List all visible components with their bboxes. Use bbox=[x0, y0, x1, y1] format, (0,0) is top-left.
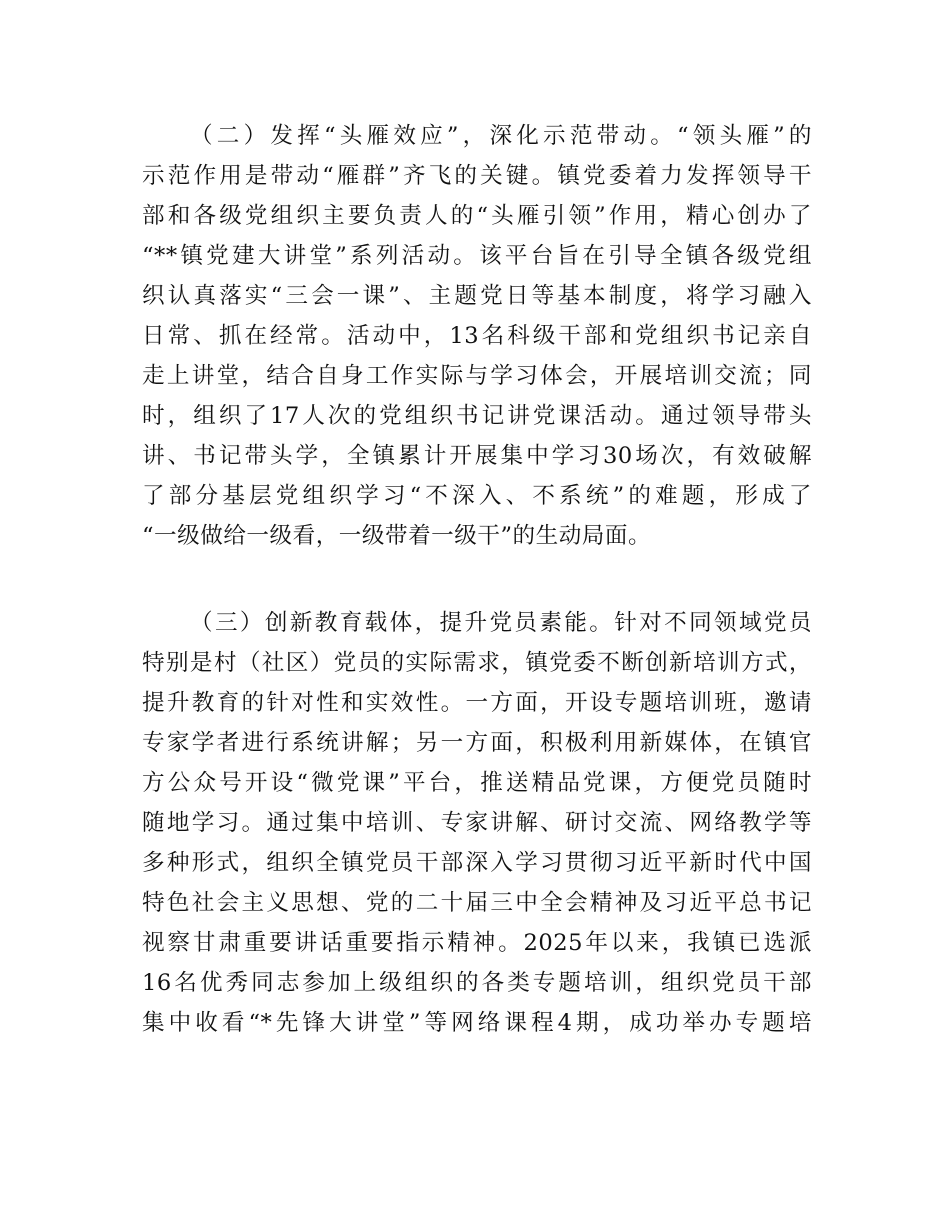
paragraph-line: 随地学习。通过集中培训、专家讲解、研讨交流、网络教学等 bbox=[142, 810, 812, 836]
paragraph-line: 视察甘肃重要讲话重要指示精神。2025年以来，我镇已选派 bbox=[142, 930, 812, 956]
paragraph-line: 讲、书记带头学，全镇累计开展集中学习30场次，有效破解 bbox=[142, 443, 812, 469]
paragraph-leading-geese-effect bbox=[142, 116, 812, 556]
paragraph-line: 特色社会主义思想、党的二十届三中全会精神及习近平总书记 bbox=[142, 890, 812, 916]
paragraph-line: 走上讲堂，结合自身工作实际与学习体会，开展培训交流；同 bbox=[142, 363, 812, 389]
paragraph-line: 部和各级党组织主要负责人的“头雁引领”作用，精心创办了 bbox=[142, 203, 812, 229]
paragraph-line: 织认真落实“三会一课”、主题党日等基本制度，将学习融入 bbox=[142, 283, 812, 309]
paragraph-line: “一级做给一级看，一级带着一级干”的生动局面。 bbox=[142, 523, 652, 549]
paragraph-line: 16名优秀同志参加上级组织的各类专题培训，组织党员干部 bbox=[142, 970, 812, 996]
paragraph-line: （三）创新教育载体，提升党员素能。针对不同领域党员 bbox=[190, 610, 812, 636]
paragraph-line: 集中收看“*先锋大讲堂”等网络课程4期，成功举办专题培 bbox=[142, 1010, 812, 1036]
paragraph-line: 时，组织了17人次的党组织书记讲党课活动。通过领导带头 bbox=[142, 403, 812, 429]
paragraph-line: 日常、抓在经常。活动中，13名科级干部和党组织书记亲自 bbox=[142, 323, 812, 349]
paragraph-line: 提升教育的针对性和实效性。一方面，开设专题培训班，邀请 bbox=[142, 690, 812, 716]
paragraph-line: 特别是村（社区）党员的实际需求，镇党委不断创新培训方式， bbox=[142, 650, 812, 676]
paragraph-line: 示范作用是带动“雁群”齐飞的关键。镇党委着力发挥领导干 bbox=[142, 163, 812, 189]
paragraph-line: 多种形式，组织全镇党员干部深入学习贯彻习近平新时代中国 bbox=[142, 850, 812, 876]
paragraph-line: 专家学者进行系统讲解；另一方面，积极利用新媒体，在镇官 bbox=[142, 730, 812, 756]
paragraph-innovative-education bbox=[142, 603, 812, 1043]
paragraph-line: 方公众号开设“微党课”平台，推送精品党课，方便党员随时 bbox=[142, 770, 812, 796]
paragraph-line: （二）发挥“头雁效应”，深化示范带动。“领头雁”的 bbox=[190, 123, 812, 149]
paragraph-line: “**镇党建大讲堂”系列活动。该平台旨在引导全镇各级党组 bbox=[142, 243, 812, 269]
paragraph-line: 了部分基层党组织学习“不深入、不系统”的难题，形成了 bbox=[142, 483, 812, 509]
